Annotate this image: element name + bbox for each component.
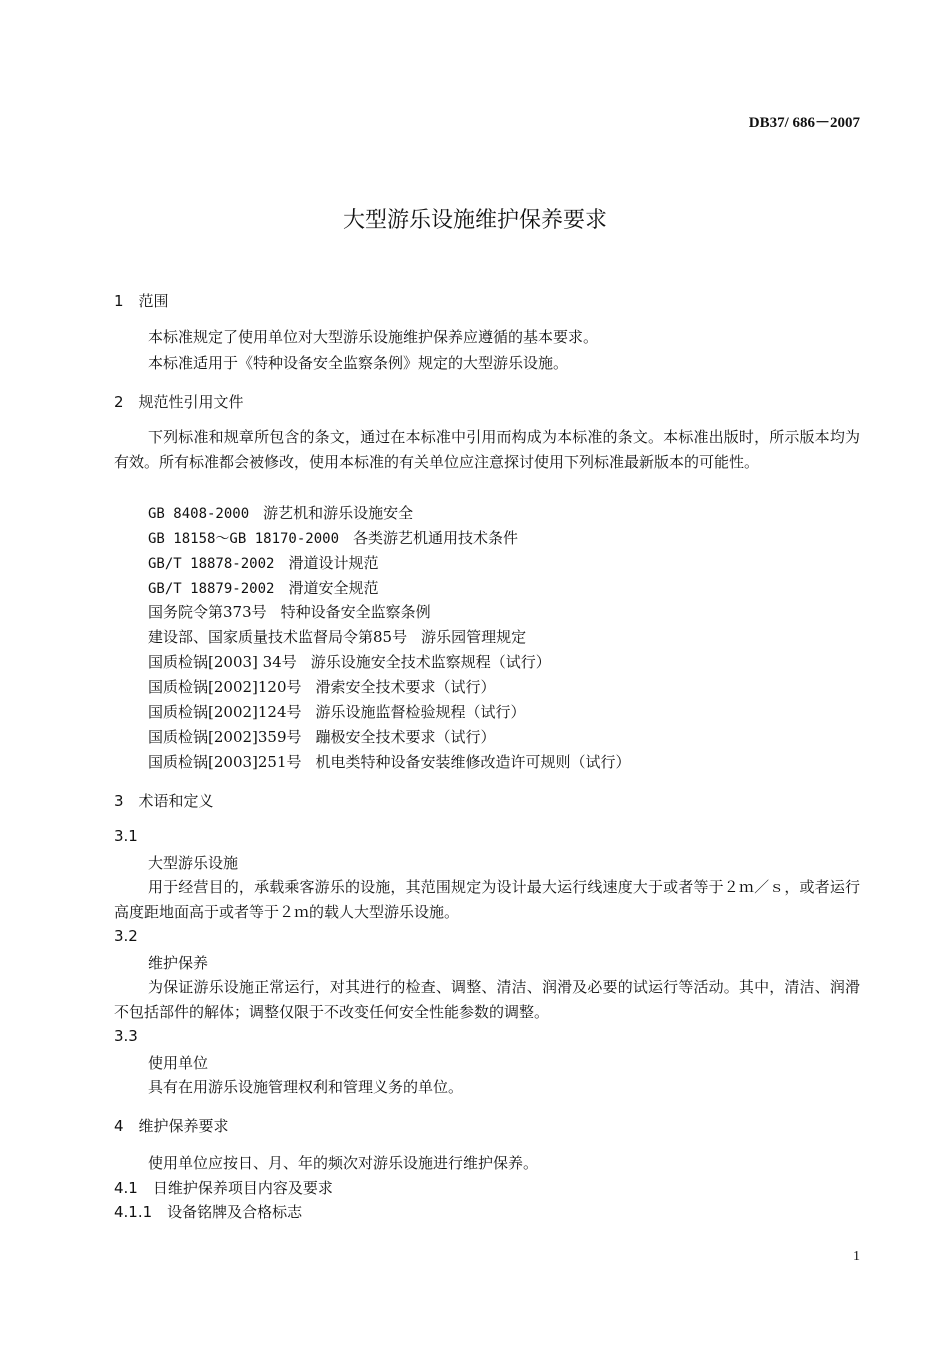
term-definition: 为保证游乐设施正常运行，对其进行的检查、调整、清洁、润滑及必要的试运行等活动。其中，清洁、润滑不包括部件的解体；调整仅限于不改变任何安全性能参数的调整。 [114, 978, 860, 1021]
reference-item: 国务院令第373号 特种设备安全监察条例 [148, 603, 431, 621]
section-heading-1: 1 范围 [114, 292, 169, 310]
term-number: 3.2 [114, 927, 138, 945]
reference-item: GB 18158～GB 18170-2000 各类游艺机通用技术条件 [148, 529, 519, 547]
paragraph: 下列标准和规章所包含的条文，通过在本标准中引用而构成为本标准的条文。本标准出版时，所示版本均为有效。所有标准都会被修改，使用本标准的有关单位应注意探讨使用下列标准最新版本的可能性。 [114, 428, 860, 471]
page-number: 1 [853, 1249, 860, 1264]
term-name: 使用单位 [148, 1054, 209, 1072]
term-definition: 用于经营目的，承载乘客游乐的设施，其范围规定为设计最大运行线速度大于或者等于２ｍ／ｓ，或者运行高度距地面高于或者等于２ｍ的载人大型游乐设施。 [114, 878, 860, 921]
section-heading-4: 4 维护保养要求 [114, 1117, 229, 1135]
term-name: 维护保养 [148, 954, 209, 972]
paragraph: 本标准适用于《特种设备安全监察条例》规定的大型游乐设施。 [148, 354, 569, 372]
reference-item: 国质检锅[2002]124号 游乐设施监督检验规程（试行） [148, 703, 526, 721]
reference-item: GB/T 18879-2002 滑道安全规范 [148, 579, 379, 597]
paragraph: 本标准规定了使用单位对大型游乐设施维护保养应遵循的基本要求。 [148, 328, 599, 346]
paragraph: 使用单位应按日、月、年的频次对游乐设施进行维护保养。 [148, 1154, 539, 1172]
section-heading-3: 3 术语和定义 [114, 792, 214, 810]
reference-item: 国质检锅[2002]120号 滑索安全技术要求（试行） [148, 678, 496, 696]
subsection-heading: 4.1.1 设备铭牌及合格标志 [114, 1203, 303, 1221]
term-name: 大型游乐设施 [148, 854, 239, 872]
doc-number: DB37/ 686－2007 [748, 115, 860, 131]
page-title: 大型游乐设施维护保养要求 [342, 208, 607, 233]
reference-item: GB/T 18878-2002 滑道设计规范 [148, 554, 379, 572]
reference-item: GB 8408-2000 游艺机和游乐设施安全 [148, 504, 414, 522]
subsection-heading: 4.1 日维护保养项目内容及要求 [114, 1179, 333, 1197]
term-number: 3.1 [114, 827, 138, 845]
reference-item: 国质检锅[2003] 34号 游乐设施安全技术监察规程（试行） [148, 653, 551, 671]
reference-item: 国质检锅[2002]359号 蹦极安全技术要求（试行） [148, 728, 496, 746]
term-definition: 具有在用游乐设施管理权利和管理义务的单位。 [148, 1078, 464, 1096]
reference-item: 国质检锅[2003]251号 机电类特种设备安装维修改造许可规则（试行） [148, 753, 631, 771]
section-heading-2: 2 规范性引用文件 [114, 393, 244, 411]
reference-item: 建设部、国家质量技术监督局令第85号 游乐园管理规定 [148, 628, 527, 646]
term-number: 3.3 [114, 1027, 138, 1045]
